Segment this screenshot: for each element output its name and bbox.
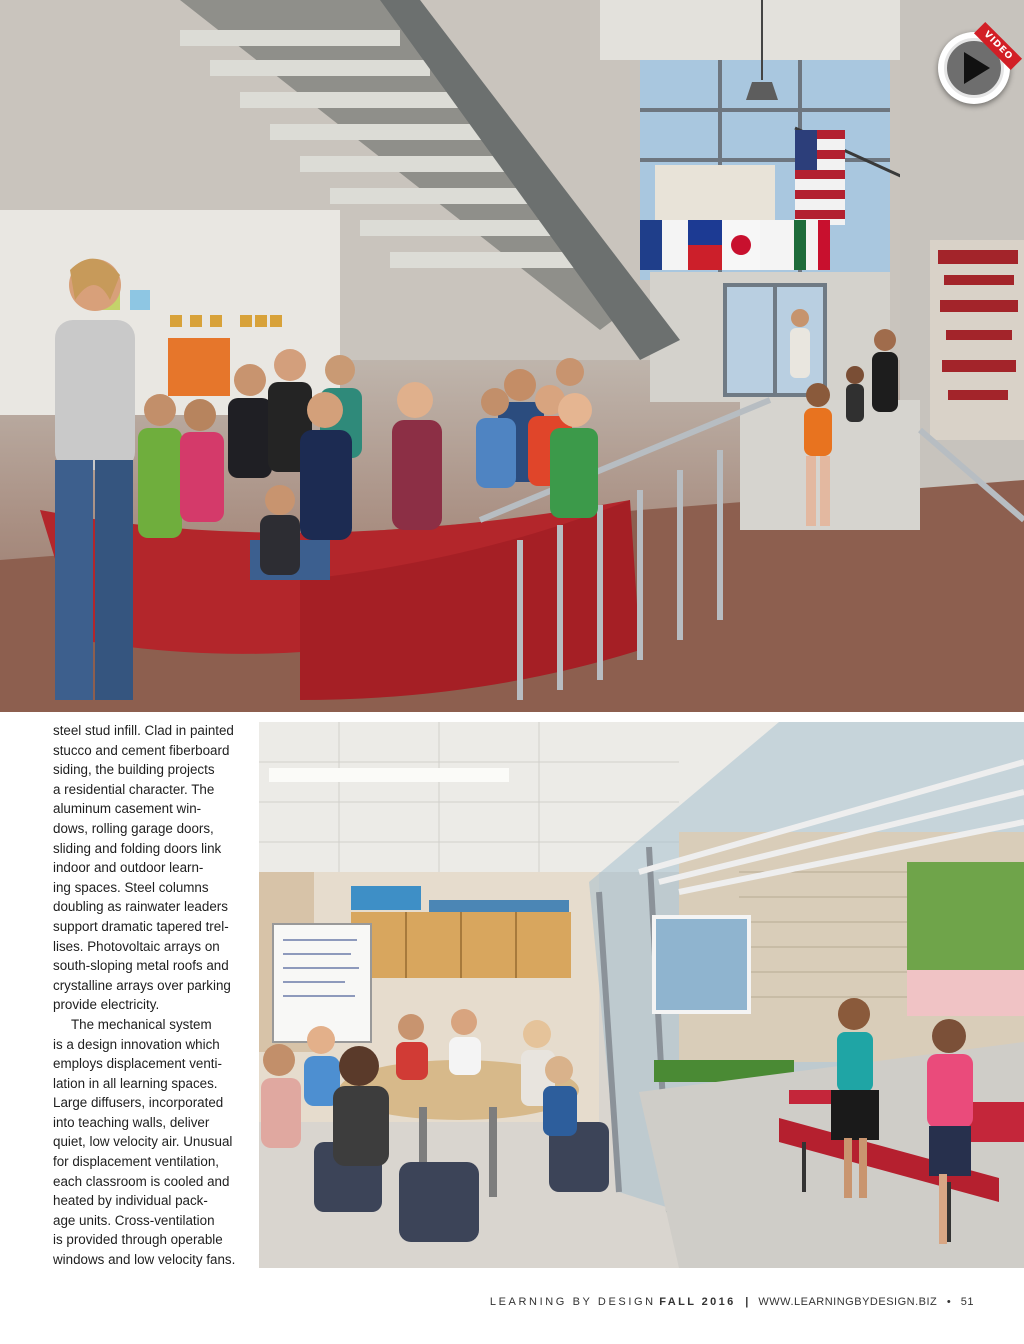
text-line: quiet, low velocity air. Unusual bbox=[53, 1134, 233, 1150]
text-line: dows, rolling garage doors, bbox=[53, 820, 214, 836]
text-line: lises. Photovoltaic arrays on bbox=[53, 938, 220, 954]
classroom-illustration bbox=[259, 722, 1024, 1268]
text-line: support dramatic tapered trel- bbox=[53, 918, 229, 934]
video-ribbon-label: VIDEO bbox=[974, 22, 1022, 70]
article-text-column bbox=[53, 721, 249, 1270]
footer-separator: | bbox=[745, 1296, 749, 1308]
website-link[interactable]: WWW.LEARNINGBYDESIGN.BIZ bbox=[758, 1296, 938, 1308]
issue-label: FALL 2016 bbox=[659, 1296, 736, 1308]
paragraph-start-line: The mechanical system bbox=[71, 1016, 212, 1032]
page-footer bbox=[0, 1296, 974, 1308]
text-line: indoor and outdoor learn- bbox=[53, 860, 204, 876]
classroom-photo bbox=[259, 722, 1024, 1268]
video-play-button[interactable] bbox=[938, 29, 1015, 104]
text-line: a residential character. The bbox=[53, 781, 215, 797]
bullet-icon: • bbox=[946, 1296, 952, 1308]
text-line: windows and low velocity fans. bbox=[53, 1252, 236, 1268]
text-line: siding, the building projects bbox=[53, 762, 215, 778]
text-line: south-sloping metal roofs and bbox=[53, 958, 229, 974]
text-line: lation in all learning spaces. bbox=[53, 1075, 218, 1091]
text-line: each classroom is cooled and bbox=[53, 1173, 230, 1189]
text-line: ing spaces. Steel columns bbox=[53, 879, 209, 895]
text-line: sliding and folding doors link bbox=[53, 840, 222, 856]
text-line: stucco and cement fiberboard bbox=[53, 742, 230, 758]
text-line: steel stud infill. Clad in painted bbox=[53, 723, 234, 738]
text-line: age units. Cross-ventilation bbox=[53, 1212, 215, 1228]
text-line: crystalline arrays over parking bbox=[53, 977, 231, 993]
text-line: is provided through operable bbox=[53, 1232, 223, 1248]
text-line: for displacement ventilation, bbox=[53, 1154, 219, 1170]
play-icon bbox=[964, 52, 990, 84]
publication-name: LEARNING BY DESIGN bbox=[489, 1296, 656, 1308]
text-line: doubling as rainwater leaders bbox=[53, 899, 228, 915]
text-line: is a design innovation which bbox=[53, 1036, 220, 1052]
text-line: into teaching walls, deliver bbox=[53, 1114, 210, 1130]
text-line: aluminum casement win- bbox=[53, 801, 202, 817]
text-line: Large diffusers, incorporated bbox=[53, 1095, 224, 1111]
text-line: employs displacement venti- bbox=[53, 1056, 222, 1072]
text-line: heated by individual pack- bbox=[53, 1193, 208, 1209]
page-number: 51 bbox=[960, 1296, 974, 1308]
text-line: provide electricity. bbox=[53, 997, 160, 1013]
